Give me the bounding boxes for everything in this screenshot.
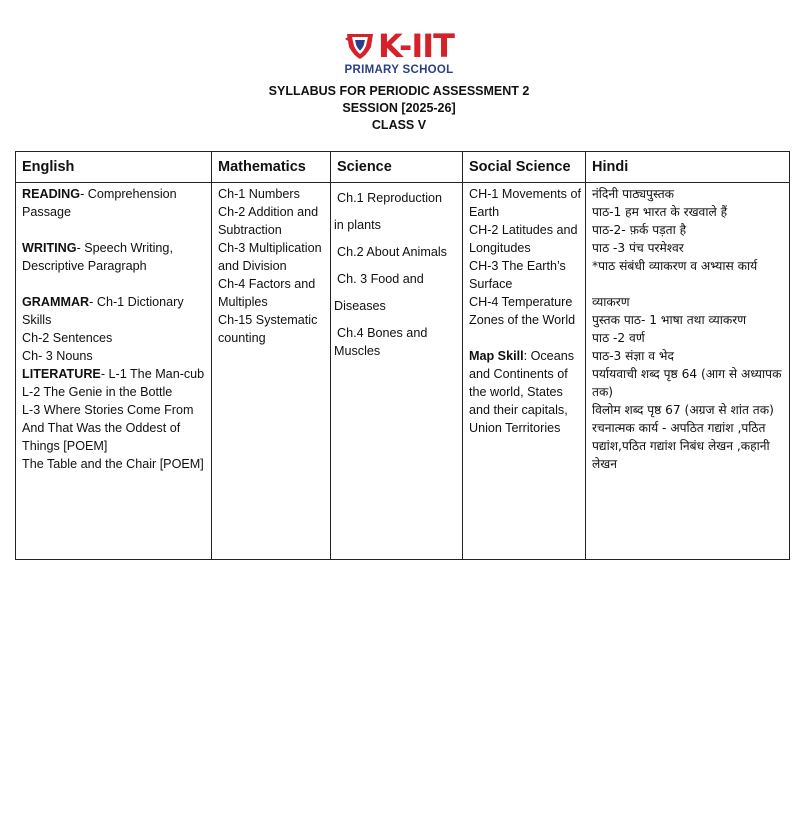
list-item: पाठ-3 संज्ञा व भेद: [592, 349, 674, 363]
title-syllabus: SYLLABUS FOR PERIODIC ASSESSMENT 2: [268, 84, 530, 98]
list-item: CH-2 Latitudes and Longitudes: [469, 223, 578, 255]
list-item: पाठ-2- फ़र्क पड़ता है: [592, 223, 687, 237]
list-item: Ch-4 Factors and Multiples: [218, 277, 316, 309]
list-item: विलोम शब्द पृष्ठ 67 (अग्रज से शांत तक): [592, 403, 774, 417]
list-item: Ch-3 Multiplication and Division: [218, 241, 322, 273]
school-name: PRIMARY SCHOOL: [344, 64, 454, 76]
hindi-cell: [586, 183, 790, 560]
list-item: पाठ-1 हम भारत के रखवाले हैं: [592, 205, 728, 219]
logo: [0, 28, 798, 64]
english-cell: [16, 183, 212, 560]
list-item: Ch-1 Numbers: [218, 187, 300, 201]
table-header-row: [16, 152, 790, 183]
list-item: Ch.2 About Animals: [337, 245, 447, 259]
document-titles: [0, 83, 798, 134]
social-science-cell: [463, 183, 586, 560]
header-social-science: Social Science: [463, 152, 586, 183]
list-item: पुस्तक पाठ- 1 भाषा तथा व्याकरण: [592, 313, 747, 327]
map-skill: Map Skill: Oceans and Continents of the world, States and their capitals, Union Territories: [469, 349, 574, 435]
list-item: Ch.1 Reproduction: [337, 191, 443, 205]
mathematics-cell: [212, 183, 331, 560]
list-item: Ch-15 Systematic counting: [218, 313, 318, 345]
table-row: [16, 183, 790, 560]
list-item: Ch- 3 Nouns: [22, 349, 93, 363]
list-item: Muscles: [334, 344, 381, 358]
english-literature: LITERATURE- L-1 The Man-cub: [22, 367, 205, 381]
list-item: The Table and the Chair [POEM]: [22, 457, 204, 471]
list-item: L-2 The Genie in the Bottle: [22, 385, 173, 399]
english-writing: WRITING- Speech Writing, Descriptive Paragraph: [22, 241, 173, 273]
title-session: SESSION [2025-26]: [342, 101, 456, 115]
shield-crest-icon: [344, 31, 376, 61]
list-item: पर्यायवाची शब्द पृष्ठ 64 (आग से अध्यापक तक): [592, 367, 782, 399]
header-english: English: [16, 152, 212, 183]
header-hindi: Hindi: [586, 152, 790, 183]
science-cell: [331, 183, 463, 560]
syllabus-table: [15, 151, 790, 560]
english-reading: READING- Comprehension Passage: [22, 187, 177, 219]
list-item: पाठ -3 पंच परमेश्वर: [592, 241, 684, 255]
list-item: CH-4 Temperature Zones of the World: [469, 295, 576, 327]
list-item: नंदिनी पाठ्यपुस्तक: [592, 187, 674, 201]
title-class: CLASS V: [371, 118, 427, 132]
list-item: व्याकरण: [592, 295, 630, 309]
list-item: पाठ -2 वर्ण: [592, 331, 645, 345]
list-item: Ch. 3 Food and: [337, 272, 424, 286]
list-item: Diseases: [334, 299, 386, 313]
header-mathematics: Mathematics: [212, 152, 331, 183]
list-item: L-3 Where Stories Come From And That Was the Oddest of Things [POEM]: [22, 403, 194, 453]
header-science: Science: [331, 152, 463, 183]
list-item: CH-1 Movements of Earth: [469, 187, 581, 219]
logo-text: K-IIT: [378, 27, 454, 65]
school-header: [0, 28, 798, 76]
list-item: CH-3 The Earth’s Surface: [469, 259, 566, 291]
list-item: Ch-2 Addition and Subtraction: [218, 205, 319, 237]
english-grammar: GRAMMAR- Ch-1 Dictionary Skills: [22, 295, 184, 327]
list-item: Ch.4 Bones and: [337, 326, 428, 340]
list-item: Ch-2 Sentences: [22, 331, 113, 345]
list-item: रचनात्मक कार्य - अपठित गद्यांश ,पठित पद्यांश,पठित गद्यांश निबंध लेखन ,कहानी लेखन: [592, 421, 770, 471]
list-item: in plants: [334, 218, 381, 232]
list-item: *पाठ संबंधी व्याकरण व अभ्यास कार्य: [592, 259, 758, 273]
